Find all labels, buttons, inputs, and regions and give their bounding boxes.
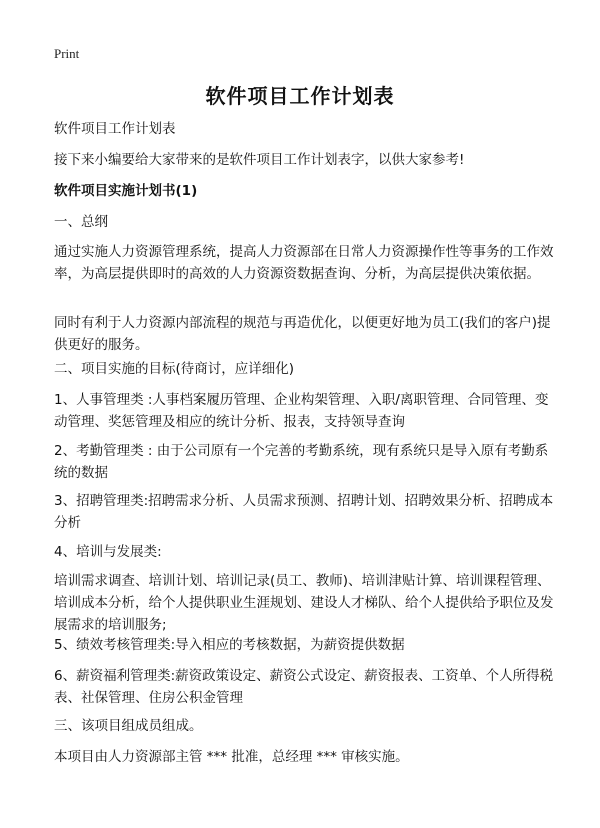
section-two-heading: 二、项目实施的目标(待商讨，应详细化) [54, 361, 295, 377]
optimization-paragraph: 同时有利于人力资源内部流程的规范与再造优化，以便更好地为员工(我们的客户)提供更好的服务。 [54, 315, 551, 353]
training-development-heading: 4、培训与发展类: [54, 544, 162, 560]
section-one-heading: 一、总纲 [54, 214, 108, 230]
document-title: 软件项目工作计划表 [205, 84, 395, 108]
overview-paragraph: 通过实施人力资源管理系统，提高人力资源部在日常人力资源操作性等事务的工作效率，为高层提供即时的高效的人力资源资数据查询、分析，为高层提供决策依据。 [54, 244, 554, 282]
personnel-management-item: 1、人事管理类 :人事档案履历管理、企业构架管理、入职/离职管理、合同管理、变动管理、奖惩管理及相应的统计分析、报表，支持领导查询 [54, 392, 549, 430]
section-heading: 软件项目实施计划书(1) [54, 183, 198, 199]
compensation-management-item: 6、薪资福利管理类:薪资政策设定、薪资公式设定、薪资报表、工资单、个人所得税表、社保管理、住房公积金管理 [54, 668, 554, 706]
print-label: Print [54, 46, 80, 61]
performance-management-item: 5、绩效考核管理类:导入相应的考核数据，为薪资提供数据 [54, 637, 405, 653]
section-three-heading: 三、该项目组成员组成。 [54, 718, 203, 734]
subtitle-paragraph: 软件项目工作计划表 [54, 121, 176, 137]
approval-paragraph: 本项目由人力资源部主管 *** 批准，总经理 *** 审核实施。 [54, 749, 409, 765]
attendance-management-item: 2、考勤管理类 : 由于公司原有一个完善的考勤系统，现有系统只是导入原有考勤系统的数据 [54, 443, 549, 481]
intro-paragraph: 接下来小编要给大家带来的是软件项目工作计划表字，以供大家参考! [54, 152, 465, 168]
training-details-paragraph: 培训需求调查、培训计划、培训记录(员工、教师)、培训津贴计算、培训课程管理、培训成本分析，给个人提供职业生涯规划、建设人才梯队、给个人提供给予职位及发展需求的培训服务; [54, 573, 554, 633]
recruitment-management-item: 3、招聘管理类:招聘需求分析、人员需求预测、招聘计划、招聘效果分析、招聘成本分析 [54, 493, 554, 531]
